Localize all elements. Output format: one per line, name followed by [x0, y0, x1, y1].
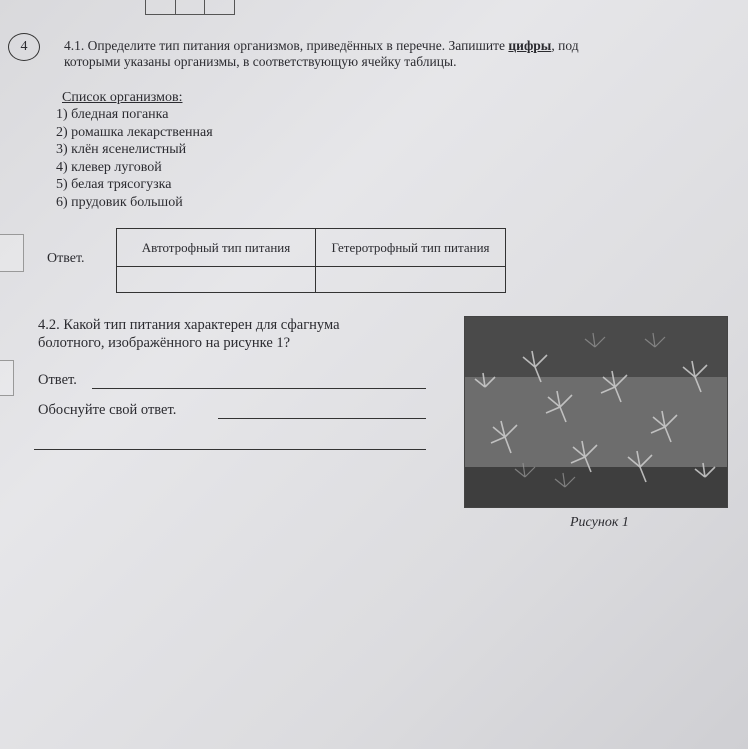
previous-answer-cells — [145, 0, 235, 15]
justify-line-2[interactable] — [34, 449, 426, 450]
question-4-2: 4.2. Какой тип питания характерен для сфагнума болотного, изображённого на рисунке 1? — [38, 317, 340, 351]
question-4-1: 4.1. Определите тип питания организмов, приведённых в перечне. Запишите цифры, под которыми указаны организмы, в соответствующую ячейку таблицы. — [64, 38, 579, 69]
task-number-badge: 4 — [8, 33, 40, 61]
list-item: 4) клевер луговой — [56, 159, 162, 175]
answer-table — [116, 228, 506, 293]
organism-list-title: Список организмов: — [62, 90, 183, 105]
sphagnum-picture — [465, 317, 727, 507]
list-item: 6) прудовик большой — [56, 194, 183, 210]
organism-list — [56, 106, 213, 211]
answer-2-line[interactable] — [92, 388, 426, 389]
score-box — [0, 234, 24, 272]
header-heterotrophic: Гетеротрофный тип питания — [316, 229, 506, 267]
score-box-2 — [0, 360, 14, 396]
answer-label: Ответ. — [47, 251, 85, 266]
justify-label: Обоснуйте свой ответ. — [38, 402, 177, 418]
cell-heterotrophic-answer[interactable] — [316, 267, 506, 293]
list-item: 2) ромашка лекарственная — [56, 124, 213, 140]
figure-caption: Рисунок 1 — [570, 515, 629, 530]
header-autotrophic: Автотрофный тип питания — [117, 229, 316, 267]
list-item: 3) клён ясенелистный — [56, 142, 187, 157]
list-item: 1) бледная поганка — [56, 107, 169, 122]
answer-2-label: Ответ. — [38, 372, 77, 388]
sphagnum-photo — [464, 316, 728, 508]
cell-autotrophic-answer[interactable] — [117, 267, 316, 293]
digits-emphasis: цифры — [508, 38, 552, 53]
justify-line-1[interactable] — [218, 418, 426, 419]
list-item: 5) белая трясогузка — [56, 177, 172, 192]
